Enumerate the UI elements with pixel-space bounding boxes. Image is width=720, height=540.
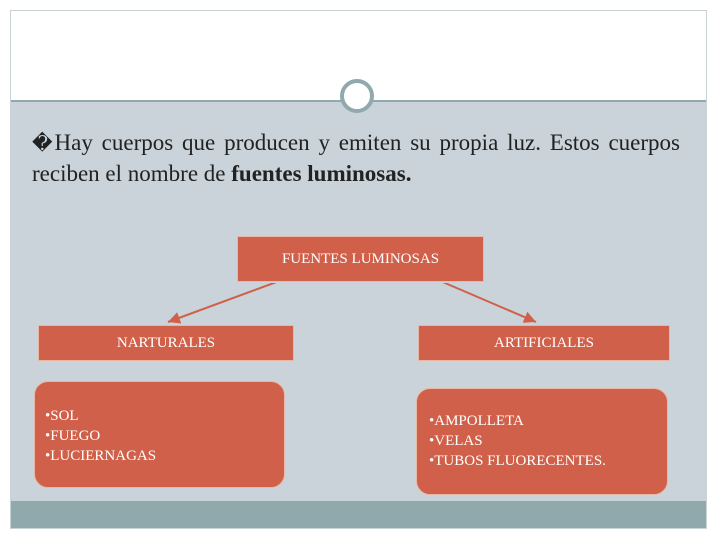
artificial-list-box [416,388,668,495]
list-item: •LUCIERNAGAS [45,448,157,464]
list-item: •SOL [45,408,79,424]
list-item: •AMPOLLETA [429,413,524,429]
intro-text: Hay cuerpos que producen y emiten su propia luz. Estos cuerpos reciben el nombre de [32,130,680,186]
bullet-glyph: � [32,133,53,155]
arrow-to-natural [168,280,282,322]
natural-category-box [38,325,294,361]
list-item: •TUBOS FLUORECENTES. [429,453,606,469]
intro-emphasis: fuentes luminosas. [231,161,412,186]
diagram-title: FUENTES LUMINOSAS [281,250,440,267]
artificial-category-label: ARTIFICIALES [494,334,594,351]
artificial-category-box [418,325,670,361]
arrow-to-artificial [438,280,536,322]
list-item: •VELAS [429,433,483,449]
natural-category-label: NARTURALES [116,334,216,351]
list-item: •FUEGO [45,428,101,444]
natural-list-box [34,381,285,488]
diagram-title-box [237,236,484,282]
